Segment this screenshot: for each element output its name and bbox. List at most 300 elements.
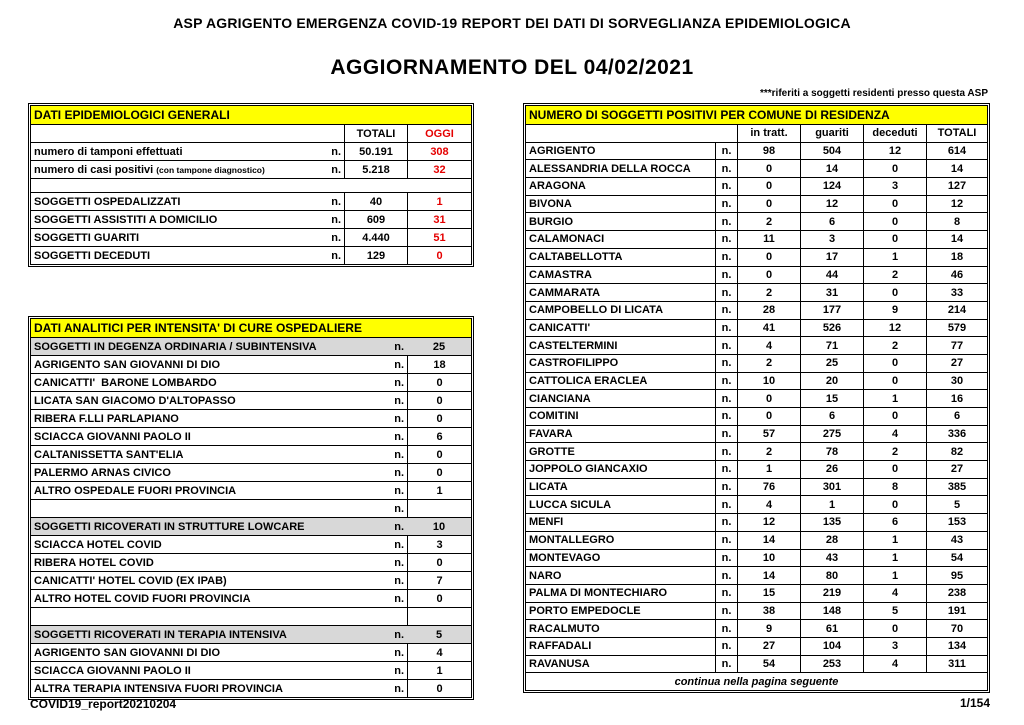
row-label: LICATA SAN GIACOMO D'ALTOPASSO: [34, 394, 236, 407]
guariti-value: 15: [800, 390, 863, 407]
row-label: AGRIGENTO SAN GIOVANNI DI DIO: [34, 358, 220, 371]
comune-name: CANICATTI': [529, 321, 591, 334]
row-label-cell: [31, 193, 344, 210]
totali-value: 12: [926, 196, 987, 213]
guariti-value: 301: [800, 479, 863, 496]
n-abbrev: n.: [394, 646, 404, 659]
n-abbrev: n.: [715, 373, 737, 390]
totali-value: 5.218: [344, 161, 407, 178]
in-tratt-value: 12: [737, 514, 800, 531]
row-label-cell: [31, 161, 344, 178]
row-value: 0: [407, 590, 471, 607]
hospital-care-table-title: DATI ANALITICI PER INTENSITA' DI CURE OSPEDALIERE: [31, 319, 471, 337]
table-row: [526, 531, 987, 549]
n-abbrev: n.: [394, 592, 404, 605]
deceduti-value: 1: [863, 390, 926, 407]
comune-name: ARAGONA: [529, 180, 586, 193]
totali-value: 70: [926, 620, 987, 637]
table-row: [526, 354, 987, 372]
row-label: [34, 180, 37, 192]
n-abbrev: n.: [394, 574, 404, 587]
row-label: SOGGETTI IN DEGENZA ORDINARIA / SUBINTENSIVA: [34, 340, 317, 353]
oggi-value: [407, 179, 471, 192]
totali-value: 14: [926, 160, 987, 177]
table-row: [526, 301, 987, 319]
n-abbrev: n.: [394, 520, 404, 533]
table-row: [526, 319, 987, 337]
comune-name: CAMPOBELLO DI LICATA: [529, 304, 664, 317]
n-abbrev: n.: [715, 443, 737, 460]
comune-name: AGRIGENTO: [529, 145, 596, 158]
deceduti-value: 3: [863, 178, 926, 195]
row-label: [31, 500, 381, 517]
n-abbrev: n.: [715, 426, 737, 443]
totali-value: 134: [926, 638, 987, 655]
n-abbrev: n.: [715, 320, 737, 337]
row-value: 0: [407, 680, 471, 697]
guariti-value: 44: [800, 267, 863, 284]
row-label: PALERMO ARNAS CIVICO: [34, 466, 171, 479]
totali-value: 46: [926, 267, 987, 284]
row-label: numero di tamponi effettuati: [34, 145, 183, 158]
table-row: [31, 535, 471, 553]
table-row: [526, 602, 987, 620]
n-abbrev: n.: [331, 145, 341, 158]
n-abbrev: n.: [394, 448, 404, 461]
general-data-table: [30, 105, 472, 265]
in-tratt-value: 10: [737, 373, 800, 390]
comune-name: MONTALLEGRO: [529, 534, 615, 547]
in-tratt-value: 0: [737, 267, 800, 284]
row-label: SCIACCA GIOVANNI PAOLO II: [34, 664, 191, 677]
general-table-column-header: [31, 124, 471, 142]
in-tratt-value: 2: [737, 355, 800, 372]
totali-value: 191: [926, 603, 987, 620]
n-abbrev: n.: [394, 340, 404, 353]
row-label: SOGGETTI DECEDUTI: [34, 249, 151, 262]
totali-value: 336: [926, 426, 987, 443]
table-row: [31, 355, 471, 373]
n-abbrev: n.: [715, 532, 737, 549]
guariti-value: 14: [800, 160, 863, 177]
guariti-value: 43: [800, 550, 863, 567]
deceduti-value: 2: [863, 337, 926, 354]
row-value: 6: [407, 428, 471, 445]
n-abbrev: n.: [394, 394, 404, 407]
row-label-small: (con tampone diagnostico): [156, 164, 265, 175]
comune-name: PALMA DI MONTECHIARO: [529, 587, 668, 600]
report-title: ASP AGRIGENTO EMERGENZA COVID-19 REPORT DEI DATI DI SORVEGLIANZA EPIDEMIOLOGICA: [173, 15, 851, 31]
row-label: ALTRO HOTEL COVID FUORI PROVINCIA: [34, 592, 251, 605]
guariti-value: 28: [800, 532, 863, 549]
n-abbrev: n.: [715, 408, 737, 425]
row-value: 10: [432, 520, 446, 533]
in-tratt-value: 98: [737, 143, 800, 160]
totali-value: 214: [926, 302, 987, 319]
table-row: [31, 178, 471, 192]
n-abbrev: n.: [715, 213, 737, 230]
table-row: [526, 566, 987, 584]
deceduti-value: 0: [863, 160, 926, 177]
in-tratt-value: 28: [737, 302, 800, 319]
row-value: 0: [407, 410, 471, 427]
in-tratt-value: 0: [737, 160, 800, 177]
row-value: 0: [407, 374, 471, 391]
in-tratt-value: 2: [737, 443, 800, 460]
guariti-value: 31: [800, 284, 863, 301]
table-row: [31, 661, 471, 679]
deceduti-value: 2: [863, 267, 926, 284]
table-row: [31, 517, 471, 535]
oggi-value: 0: [407, 247, 471, 264]
hospital-care-table: [30, 318, 472, 698]
row-value: 7: [407, 572, 471, 589]
comune-name: CALAMONACI: [529, 233, 605, 246]
totali-value: 8: [926, 213, 987, 230]
totali-value: 50.191: [344, 143, 407, 160]
deceduti-value: 0: [863, 355, 926, 372]
guariti-value: 6: [800, 213, 863, 230]
totali-value: 153: [926, 514, 987, 531]
row-label: RIBERA F.LLI PARLAPIANO: [34, 412, 179, 425]
deceduti-value: 2: [863, 443, 926, 460]
totali-value: 609: [344, 211, 407, 228]
guariti-value: 78: [800, 443, 863, 460]
n-abbrev: n.: [394, 502, 404, 515]
deceduti-value: 1: [863, 249, 926, 266]
comune-name: LUCCA SICULA: [529, 498, 612, 511]
n-abbrev: n.: [394, 682, 404, 695]
n-abbrev: n.: [715, 196, 737, 213]
table-row: [31, 463, 471, 481]
row-label: CANICATTI' BARONE LOMBARDO: [34, 376, 217, 389]
comune-name: CAMMARATA: [529, 286, 601, 299]
deceduti-value: 0: [863, 196, 926, 213]
guariti-value: 61: [800, 620, 863, 637]
in-tratt-value: 0: [737, 196, 800, 213]
in-tratt-value: 0: [737, 249, 800, 266]
n-abbrev: n.: [394, 538, 404, 551]
n-abbrev: n.: [715, 550, 737, 567]
in-tratt-value: 76: [737, 479, 800, 496]
in-tratt-value: 14: [737, 532, 800, 549]
col-header-guariti: guariti: [800, 125, 863, 142]
table-row: [526, 230, 987, 248]
totali-value: 579: [926, 320, 987, 337]
table-row: [31, 625, 471, 643]
general-data-table-title: DATI EPIDEMIOLOGICI GENERALI: [31, 106, 471, 124]
comune-name: BURGIO: [529, 215, 573, 228]
table-row: [526, 372, 987, 390]
deceduti-value: 4: [863, 426, 926, 443]
in-tratt-value: 2: [737, 213, 800, 230]
table-row: [31, 679, 471, 697]
table-row: [526, 248, 987, 266]
row-value: 4: [407, 644, 471, 661]
in-tratt-value: 0: [737, 408, 800, 425]
comune-name: CATTOLICA ERACLEA: [529, 374, 648, 387]
in-tratt-value: 41: [737, 320, 800, 337]
empty-header-cell: [526, 125, 715, 142]
guariti-value: 135: [800, 514, 863, 531]
row-label: ALTRA TERAPIA INTENSIVA FUORI PROVINCIA: [34, 682, 283, 695]
table-row: [526, 177, 987, 195]
guariti-value: 148: [800, 603, 863, 620]
n-abbrev: n.: [715, 337, 737, 354]
comune-name: JOPPOLO GIANCAXIO: [529, 463, 648, 476]
table-continuation-note: continua nella pagina seguente: [526, 672, 987, 690]
n-abbrev: n.: [715, 479, 737, 496]
col-header-totali: TOTALI: [926, 125, 987, 142]
row-value: 25: [432, 340, 446, 353]
row-label-cell: [31, 179, 344, 192]
totali-value: 311: [926, 656, 987, 673]
deceduti-value: 0: [863, 496, 926, 513]
table-row: [31, 589, 471, 607]
table-row: [526, 283, 987, 301]
deceduti-value: 0: [863, 284, 926, 301]
totali-value: 95: [926, 567, 987, 584]
n-abbrev: n.: [331, 163, 341, 176]
in-tratt-value: 4: [737, 496, 800, 513]
col-header-oggi: OGGI: [407, 125, 471, 142]
n-abbrev: n.: [715, 143, 737, 160]
deceduti-value: 0: [863, 231, 926, 248]
col-header-totali: TOTALI: [344, 125, 407, 142]
table-row: [31, 409, 471, 427]
n-abbrev: n.: [715, 585, 737, 602]
guariti-value: 80: [800, 567, 863, 584]
row-label-cell: [31, 211, 344, 228]
deceduti-value: 6: [863, 514, 926, 531]
comune-name: COMITINI: [529, 410, 579, 423]
row-value: 0: [407, 464, 471, 481]
oggi-value: 32: [407, 161, 471, 178]
in-tratt-value: 0: [737, 178, 800, 195]
comune-name: FAVARA: [529, 428, 573, 441]
n-abbrev: n.: [331, 249, 341, 262]
table-row: [31, 142, 471, 160]
oggi-value: 308: [407, 143, 471, 160]
row-value: 1: [407, 662, 471, 679]
comune-name: NARO: [529, 569, 562, 582]
table-row: [31, 210, 471, 228]
in-tratt-value: 27: [737, 638, 800, 655]
deceduti-value: 1: [863, 532, 926, 549]
table-row: [526, 425, 987, 443]
comune-name: BIVONA: [529, 198, 572, 211]
table-row: [526, 407, 987, 425]
n-abbrev: n.: [715, 355, 737, 372]
table-row: [526, 495, 987, 513]
deceduti-value: 0: [863, 213, 926, 230]
row-label: CALTANISSETTA SANT'ELIA: [34, 448, 184, 461]
comune-name: RAFFADALI: [529, 640, 592, 653]
totali-value: 40: [344, 193, 407, 210]
totali-value: 30: [926, 373, 987, 390]
table-row: [526, 142, 987, 160]
row-value: 5: [435, 628, 443, 641]
hospital-table-body: [31, 337, 471, 697]
totali-value: 4.440: [344, 229, 407, 246]
totali-value: 238: [926, 585, 987, 602]
empty-header-cell: [31, 125, 344, 142]
row-label: ALTRO OSPEDALE FUORI PROVINCIA: [34, 484, 237, 497]
general-table-body: [31, 142, 471, 264]
row-value: 18: [407, 356, 471, 373]
in-tratt-value: 14: [737, 567, 800, 584]
deceduti-value: 4: [863, 656, 926, 673]
guariti-value: 71: [800, 337, 863, 354]
row-label: CANICATTI' HOTEL COVID (EX IPAB): [34, 574, 227, 587]
row-value: 3: [407, 536, 471, 553]
deceduti-value: 9: [863, 302, 926, 319]
table-row: [526, 336, 987, 354]
guariti-value: 17: [800, 249, 863, 266]
n-abbrev: n.: [715, 514, 737, 531]
oggi-value: 31: [407, 211, 471, 228]
deceduti-value: 5: [863, 603, 926, 620]
n-abbrev: n.: [394, 664, 404, 677]
n-abbrev: n.: [394, 358, 404, 371]
in-tratt-value: 4: [737, 337, 800, 354]
table-row: [526, 478, 987, 496]
in-tratt-value: 15: [737, 585, 800, 602]
table-row: [526, 619, 987, 637]
n-abbrev: n.: [715, 656, 737, 673]
col-header-deceduti: deceduti: [863, 125, 926, 142]
document-filename: COVID19_report20210204: [30, 697, 177, 711]
table-row: [31, 246, 471, 264]
deceduti-value: 12: [863, 143, 926, 160]
comune-name: RAVANUSA: [529, 657, 590, 670]
deceduti-value: 1: [863, 567, 926, 584]
n-abbrev: n.: [715, 178, 737, 195]
n-abbrev: n.: [394, 556, 404, 569]
table-row: [31, 553, 471, 571]
deceduti-value: 12: [863, 320, 926, 337]
row-value: [407, 608, 471, 625]
comune-name: CIANCIANA: [529, 392, 591, 405]
table-row: [526, 266, 987, 284]
table-row: [31, 571, 471, 589]
n-abbrev: n.: [715, 567, 737, 584]
comune-name: RACALMUTO: [529, 622, 600, 635]
n-abbrev: n.: [715, 284, 737, 301]
row-label: SCIACCA HOTEL COVID: [34, 538, 162, 551]
totali-value: 54: [926, 550, 987, 567]
in-tratt-value: 9: [737, 620, 800, 637]
deceduti-value: 4: [863, 585, 926, 602]
table-row: [526, 212, 987, 230]
deceduti-value: 0: [863, 373, 926, 390]
n-abbrev: n.: [715, 390, 737, 407]
in-tratt-value: 1: [737, 461, 800, 478]
row-value: [407, 500, 471, 517]
guariti-value: 26: [800, 461, 863, 478]
n-abbrev: n.: [331, 213, 341, 226]
guariti-value: 1: [800, 496, 863, 513]
table-row: [526, 549, 987, 567]
table-row: [31, 445, 471, 463]
table-row: [31, 481, 471, 499]
totali-value: 77: [926, 337, 987, 354]
n-abbrev: n.: [715, 267, 737, 284]
guariti-value: 526: [800, 320, 863, 337]
in-tratt-value: 0: [737, 390, 800, 407]
totali-value: 27: [926, 461, 987, 478]
comune-name: MONTEVAGO: [529, 551, 601, 564]
totali-value: 33: [926, 284, 987, 301]
deceduti-value: 0: [863, 620, 926, 637]
totali-value: 16: [926, 390, 987, 407]
table-row: [31, 499, 471, 517]
row-label: RIBERA HOTEL COVID: [34, 556, 154, 569]
n-abbrev: n.: [715, 638, 737, 655]
page-number: 1/154: [959, 696, 990, 710]
n-abbrev: n.: [715, 603, 737, 620]
comuni-table-body: [526, 142, 987, 673]
deceduti-value: 0: [863, 408, 926, 425]
comune-name: CAMASTRA: [529, 268, 592, 281]
table-row: [526, 442, 987, 460]
comune-name: PORTO EMPEDOCLE: [529, 604, 641, 617]
in-tratt-value: 57: [737, 426, 800, 443]
comune-name: MENFI: [529, 516, 564, 529]
comune-name: CASTELTERMINI: [529, 339, 618, 352]
row-label: SOGGETTI ASSISTITI A DOMICILIO: [34, 213, 218, 226]
n-abbrev: n.: [331, 195, 341, 208]
guariti-value: 6: [800, 408, 863, 425]
deceduti-value: 3: [863, 638, 926, 655]
table-row: [31, 391, 471, 409]
in-tratt-value: 11: [737, 231, 800, 248]
row-label: SOGGETTI RICOVERATI IN STRUTTURE LOWCARE: [34, 520, 305, 533]
guariti-value: 253: [800, 656, 863, 673]
table-row: [31, 607, 471, 625]
n-abbrev: n.: [394, 628, 404, 641]
totali-value: 27: [926, 355, 987, 372]
row-value: 0: [407, 554, 471, 571]
n-abbrev: n.: [394, 466, 404, 479]
comune-name: GROTTE: [529, 445, 575, 458]
row-label: AGRIGENTO SAN GIOVANNI DI DIO: [34, 646, 220, 659]
n-abbrev: n.: [715, 231, 737, 248]
report-update-date: AGGIORNAMENTO DEL 04/02/2021: [330, 56, 694, 79]
row-label: numero di casi positivi (con tampone diagnostico): [34, 163, 265, 176]
residents-note: ***riferiti a soggetti residenti presso questa ASP: [759, 88, 988, 99]
table-row: [526, 655, 987, 673]
totali-value: 614: [926, 143, 987, 160]
n-abbrev: n.: [715, 461, 737, 478]
table-row: [31, 373, 471, 391]
totali-value: 18: [926, 249, 987, 266]
guariti-value: 25: [800, 355, 863, 372]
row-value: 0: [407, 392, 471, 409]
totali-value: 127: [926, 178, 987, 195]
guariti-value: 20: [800, 373, 863, 390]
totali-value: [344, 179, 407, 192]
totali-value: 5: [926, 496, 987, 513]
n-abbrev: n.: [394, 484, 404, 497]
row-label: SOGGETTI RICOVERATI IN TERAPIA INTENSIVA: [34, 628, 287, 641]
table-row: [526, 513, 987, 531]
row-label-cell: [31, 247, 344, 264]
comune-name: CALTABELLOTTA: [529, 251, 623, 264]
deceduti-value: 1: [863, 550, 926, 567]
table-row: [31, 643, 471, 661]
totali-value: 129: [344, 247, 407, 264]
